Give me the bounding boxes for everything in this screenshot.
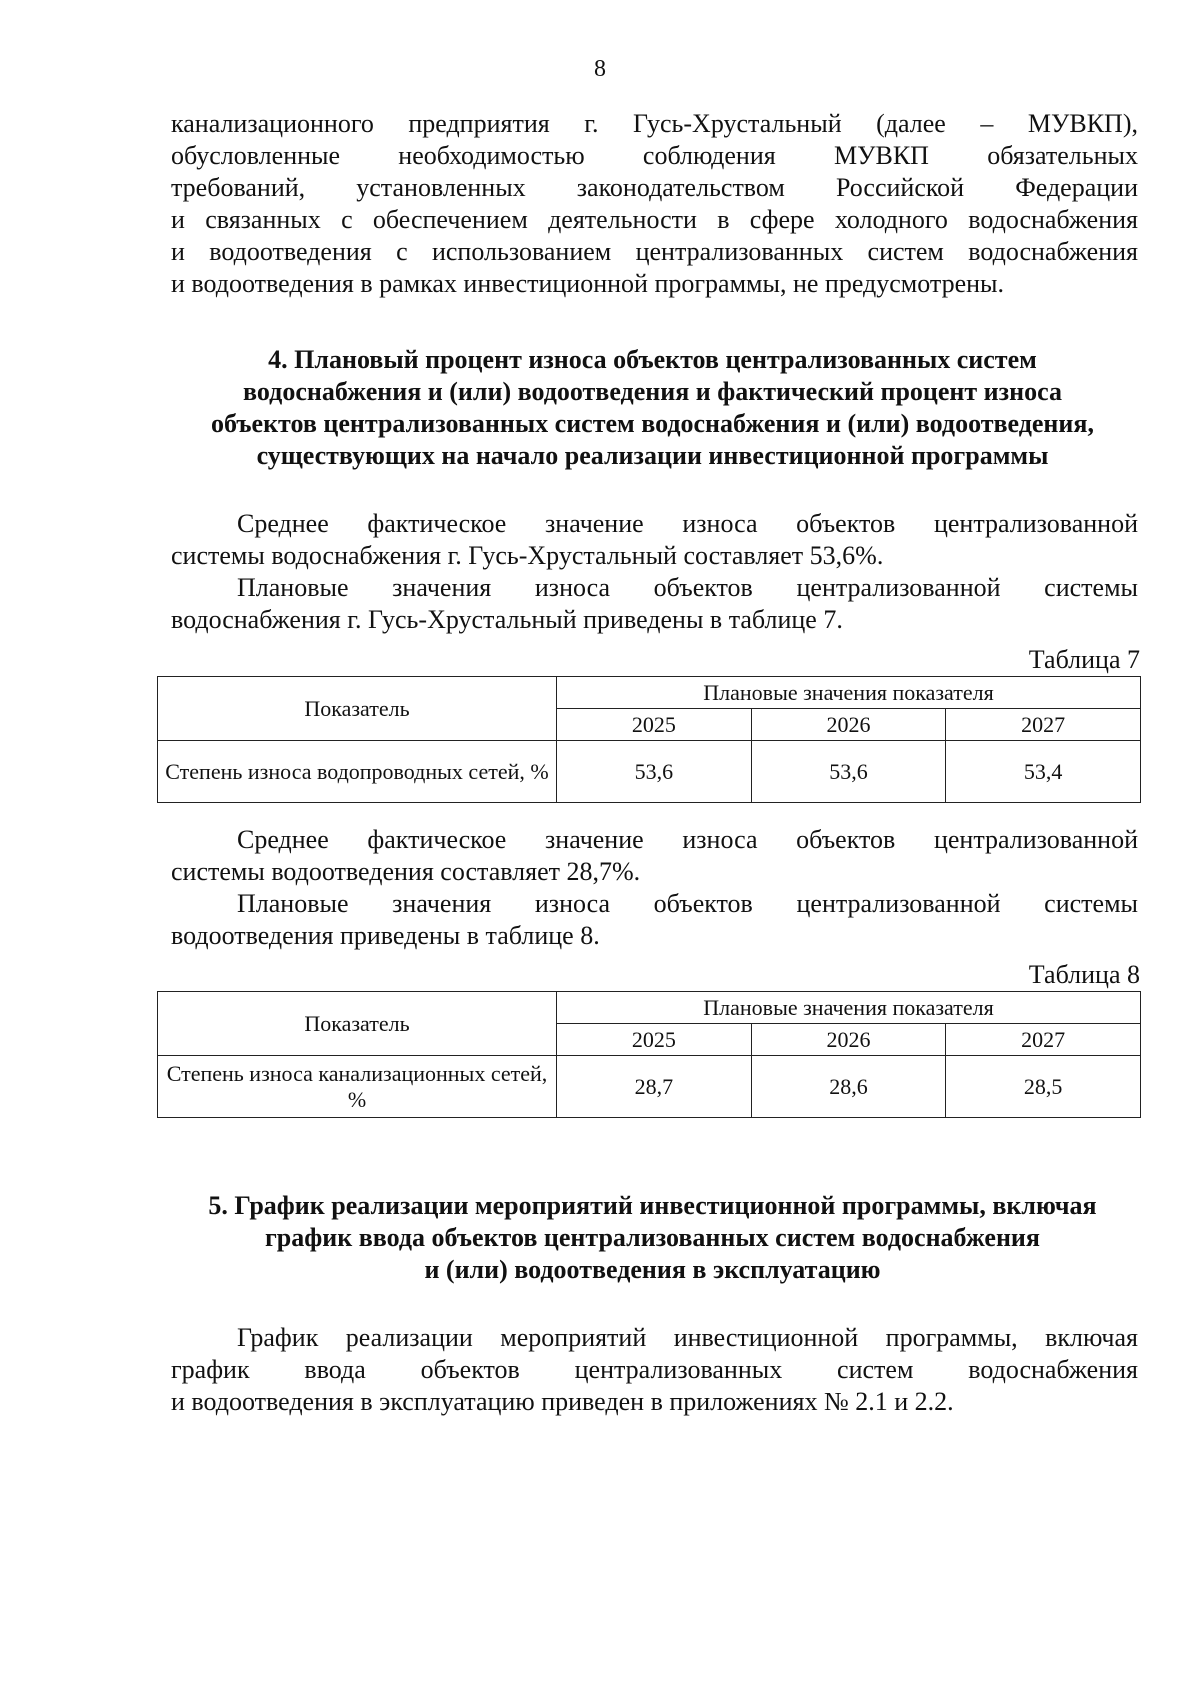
table-cell: 53,4 <box>946 741 1141 803</box>
table-header-group: Плановые значения показателя <box>557 677 1141 709</box>
intro-paragraph <box>171 108 1138 300</box>
heading-line: существующих на начало реализации инвестиционной программы <box>256 441 1049 470</box>
text-line: Среднее фактическое значение износа объектов централизованной <box>237 509 1138 538</box>
text-line: график ввода объектов централизованных систем водоснабжения <box>171 1355 1138 1384</box>
table-header-year: 2026 <box>751 1024 946 1056</box>
table-8 <box>157 991 1141 1118</box>
heading-line: водоснабжения и (или) водоотведения и фактический процент износа <box>243 377 1062 406</box>
page-number: 8 <box>594 56 606 82</box>
text-line: водоотведения приведены в таблице 8. <box>171 921 600 950</box>
table-7-caption: Таблица 7 <box>1028 645 1140 674</box>
paragraph-water-supply-actual <box>171 508 1138 572</box>
text-line: Плановые значения износа объектов централизованной системы <box>237 889 1138 918</box>
section-5-heading <box>160 1190 1145 1286</box>
heading-line: объектов централизованных систем водоснабжения и (или) водоотведения, <box>211 409 1094 438</box>
paragraph-schedule <box>171 1322 1138 1418</box>
table-header-year: 2026 <box>751 709 946 741</box>
table-cell: 53,6 <box>557 741 752 803</box>
text-line: водоснабжения г. Гусь-Хрустальный приведены в таблице 7. <box>171 605 843 634</box>
text-line: системы водоотведения составляет 28,7%. <box>171 857 641 886</box>
table-cell: 28,5 <box>946 1056 1141 1118</box>
table-8-caption: Таблица 8 <box>1028 960 1140 989</box>
heading-line: и (или) водоотведения в эксплуатацию <box>424 1255 881 1284</box>
text-line: и водоотведения с использованием централизованных систем водоснабжения <box>171 237 1138 266</box>
text-line: График реализации мероприятий инвестиционной программы, включая <box>237 1323 1138 1352</box>
table-header-year: 2025 <box>557 709 752 741</box>
heading-line: 5. График реализации мероприятий инвестиционной программы, включая <box>208 1191 1097 1220</box>
text-line: требований, установленных законодательством Российской Федерации <box>171 173 1138 202</box>
section-4-heading <box>160 344 1145 472</box>
table-header-group: Плановые значения показателя <box>557 992 1141 1024</box>
table-cell: 53,6 <box>751 741 946 803</box>
table-header-year: 2027 <box>946 709 1141 741</box>
table-row-label: Степень износа канализационных сетей, % <box>158 1056 557 1118</box>
paragraph-water-supply-planned <box>171 572 1138 636</box>
text-line: и водоотведения в рамках инвестиционной программы, не предусмотрены. <box>171 269 1005 298</box>
text-line: системы водоснабжения г. Гусь-Хрустальный составляет 53,6%. <box>171 541 884 570</box>
table-header-year: 2027 <box>946 1024 1141 1056</box>
table-header-year: 2025 <box>557 1024 752 1056</box>
table-cell: 28,6 <box>751 1056 946 1118</box>
table-7 <box>157 676 1141 803</box>
text-line: Плановые значения износа объектов централизованной системы <box>237 573 1138 602</box>
paragraph-sewer-actual <box>171 824 1138 888</box>
table-cell: 28,7 <box>557 1056 752 1118</box>
heading-line: 4. Плановый процент износа объектов централизованных систем <box>268 345 1037 374</box>
table-header-metric: Показатель <box>158 677 557 741</box>
table-row-label: Степень износа водопроводных сетей, % <box>158 741 557 803</box>
paragraph-sewer-planned <box>171 888 1138 952</box>
text-line: обусловленные необходимостью соблюдения МУВКП обязательных <box>171 141 1138 170</box>
text-line: Среднее фактическое значение износа объектов централизованной <box>237 825 1138 854</box>
text-line: и связанных с обеспечением деятельности в сфере холодного водоснабжения <box>171 205 1138 234</box>
heading-line: график ввода объектов централизованных систем водоснабжения <box>265 1223 1040 1252</box>
text-line: и водоотведения в эксплуатацию приведен в приложениях № 2.1 и 2.2. <box>171 1387 954 1416</box>
text-line: канализационного предприятия г. Гусь-Хрустальный (далее – МУВКП), <box>171 109 1138 138</box>
table-header-metric: Показатель <box>158 992 557 1056</box>
